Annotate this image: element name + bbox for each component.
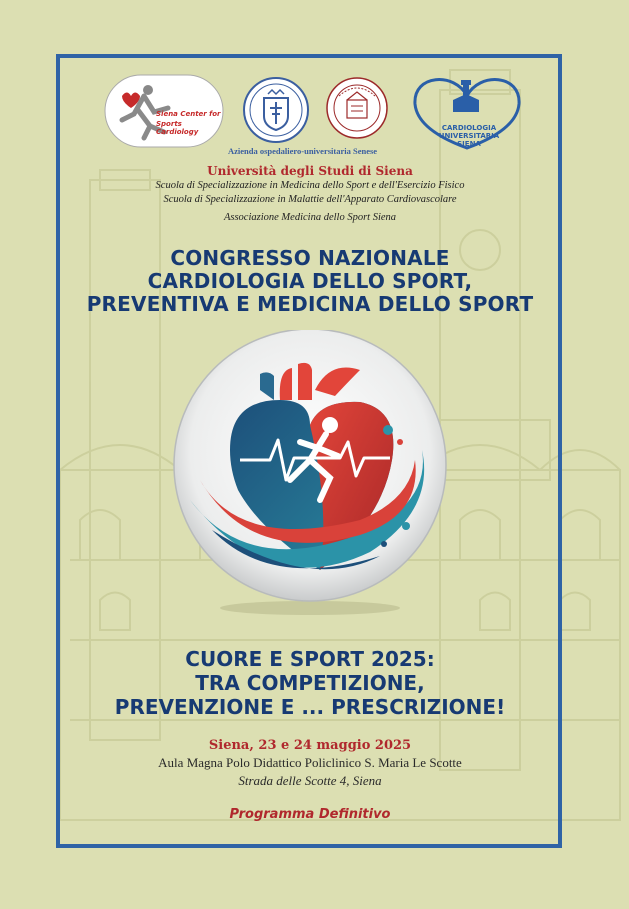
subtitle-line-3: PREVENZIONE E ... PRESCRIZIONE!	[114, 695, 506, 719]
hospital-shield-icon	[242, 76, 310, 144]
title-line-3: PREVENTIVA E MEDICINA DELLO SPORT	[86, 292, 534, 316]
title-line-2: CARDIOLOGIA DELLO SPORT,	[147, 269, 473, 293]
title-line-1: CONGRESSO NAZIONALE	[170, 246, 450, 270]
heart-illustration	[160, 330, 460, 616]
university-name: Università degli Studi di Siena	[207, 164, 413, 178]
logos-row	[100, 70, 530, 160]
subtitle-line-2: TRA COMPETIZIONE,	[195, 671, 425, 695]
subtitle-line-1: CUORE E SPORT 2025:	[185, 647, 435, 671]
event-street: Strada delle Scotte 4, Siena	[238, 773, 382, 788]
cardiologia-universitaria-logo	[405, 70, 530, 150]
siena-center-line1: Siena Center for	[156, 110, 221, 118]
siena-center-logo	[104, 74, 224, 148]
cardiologia-line1: CARDIOLOGIA	[441, 124, 497, 132]
association-name: Associazione Medicina dello Sport Siena	[223, 212, 397, 223]
university-seal-logo	[325, 76, 389, 140]
cardiologia-line3: SIENA	[457, 140, 481, 148]
siena-center-line2: Sports Cardiology	[156, 120, 199, 136]
aou-caption: Azienda ospedaliero-universitaria Senese	[228, 146, 378, 156]
university-seal-icon	[325, 76, 389, 140]
event-venue: Aula Magna Polo Didattico Policlinico S. Maria Le Scotte	[158, 755, 462, 770]
school-line-2: Scuola di Specializzazione in Malattie dell'Apparato Cardiovascolare	[163, 194, 457, 205]
cardiologia-line2: UNIVERSITARIA	[438, 132, 500, 140]
aou-senese-logo	[242, 76, 310, 144]
school-line-1: Scuola di Specializzazione in Medicina dello Sport e dell'Esercizio Fisico	[155, 180, 465, 191]
event-date: Siena, 23 e 24 maggio 2025	[208, 738, 412, 753]
program-label: Programma Definitivo	[229, 807, 391, 822]
